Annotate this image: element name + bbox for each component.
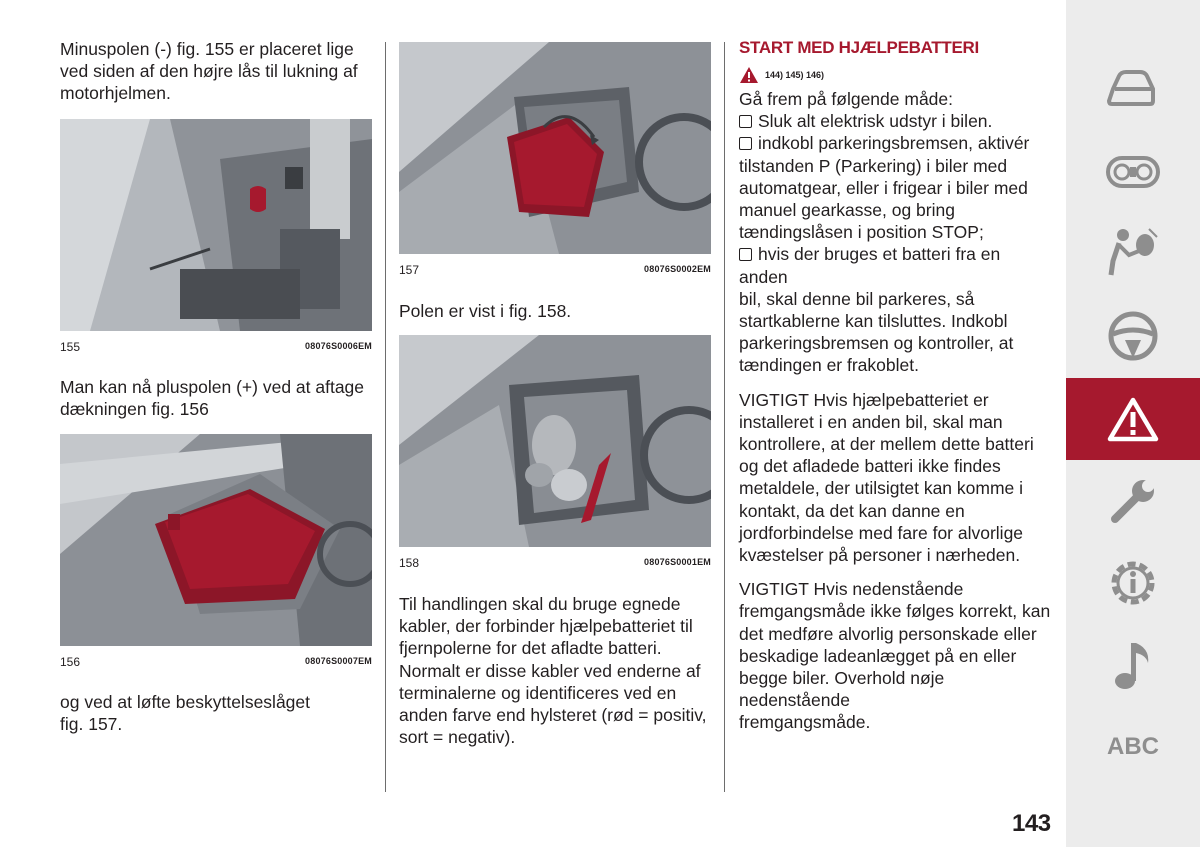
figure-158-caption [399,556,711,572]
column-1-text-2 [60,376,372,420]
important-paragraph-2: VIGTIGT Hvis nedenstående fremgangsmåde ikke følges korrekt, kan det medføre alvorlig personskade eller beskadige ladeanlægget på en eller begge biler. Overhold nøje nedenstående fremgangsmåde. [739,579,1051,733]
warning-refs-text: 144) 145) 146) [765,70,825,80]
page-number: 143 [1012,810,1051,837]
important-paragraph-1: VIGTIGT Hvis hjælpebatteriet er installeret i en anden bil, skal man kontrollere, at der mellem dette batteri og det afladede batteri ikke findes metaldele, der utilsigtet kan komme i kontakt, da det kan danne en jordforbindelse med fare for alvorlige kvæstelser på personer i nærheden. [739,389,1034,566]
sidebar-item-driving[interactable] [1066,295,1200,377]
figure-155-caption [60,340,372,356]
column-2-text-2 [399,593,711,748]
figure-number: 158 [399,556,420,570]
steering-wheel-icon [1107,310,1159,362]
warning-references [739,66,1051,84]
sidebar-item-technical-data[interactable] [1066,542,1200,624]
figure-number: 157 [399,263,420,277]
airbag-icon [1105,227,1161,277]
paragraph-cables: Til handlingen skal du bruge egnede kabler, der forbinder hjælpebatteriet til fjernpolerne for det afladte batteri. Normalt er disse kabler ved enderne af terminalerne og identificeres ved en anden farve end hylsteret (rød = positiv, sort = negativ). [399,594,707,748]
sidebar-item-car[interactable] [1066,46,1200,128]
section-heading: START MED HJÆLPEBATTERI [739,38,979,57]
index-abc-label: ABC [1107,733,1159,760]
figure-158 [399,335,711,547]
bullet-item-2: indkobl parkeringsbremsen, aktivér tilstanden P (Parkering) i biler med automatgear, eller i frigear i biler med manuel gearkasse, og bring tændingslåsen i position STOP; [739,133,1030,243]
paragraph-pole-shown: Polen er vist i fig. 158. [399,301,572,321]
figure-code: 08076S0001EM [644,557,711,567]
intro-text: Gå frem på følgende måde: [739,89,953,109]
info-gear-icon [1107,557,1159,609]
column-1-text-3 [60,691,372,735]
music-note-icon [1111,639,1155,691]
column-divider-2 [724,42,725,792]
paragraph-protective-lid: og ved at løfte beskyttelseslåget fig. 157. [60,692,310,735]
figure-code: 08076S0007EM [305,656,372,666]
paragraph-minuspole: Minuspolen (-) fig. 155 er placeret lige ved siden af den højre lås til lukning af motorhjelmen. [60,39,358,104]
car-icon [1105,67,1161,107]
figure-number: 156 [60,655,81,669]
figure-157 [399,42,711,254]
wrench-icon [1107,475,1159,527]
dashboard-icon [1105,152,1161,192]
warning-triangle-small-icon [739,66,759,84]
bullet-item-1: Sluk alt elektrisk udstyr i bilen. [739,110,1051,132]
figure-156 [60,434,372,646]
bullet-item-3: hvis der bruges et batteri fra en anden bil, skal denne bil parkeres, så startkablerne kan tilsluttes. Indkobl parkeringsbremsen og kontroller, at tændingen er frakoblet. [739,244,1014,376]
column-1 [60,38,372,105]
figure-155 [60,119,372,331]
checkbox-bullet-icon [739,137,752,150]
warning-triangle-icon [1107,396,1159,442]
sidebar-item-index[interactable] [1066,706,1200,788]
chapter-sidebar [1066,0,1200,847]
figure-156-caption [60,655,372,671]
figure-code: 08076S0002EM [644,264,711,274]
paragraph-pluspole: Man kan nå pluspolen (+) ved at aftage dækningen fig. 156 [60,377,365,420]
figure-code: 08076S0006EM [305,341,372,351]
column-2-text-1 [399,300,711,322]
sidebar-item-safety[interactable] [1066,211,1200,293]
column-divider-1 [385,42,386,792]
column-3 [739,38,1051,734]
checkbox-bullet-icon [739,115,752,128]
sidebar-item-maintenance[interactable] [1066,460,1200,542]
figure-157-caption [399,263,711,279]
sidebar-item-emergency[interactable] [1066,378,1200,460]
checkbox-bullet-icon [739,248,752,261]
sidebar-item-dashboard[interactable] [1066,131,1200,213]
figure-number: 155 [60,340,81,354]
sidebar-item-multimedia[interactable] [1066,624,1200,706]
